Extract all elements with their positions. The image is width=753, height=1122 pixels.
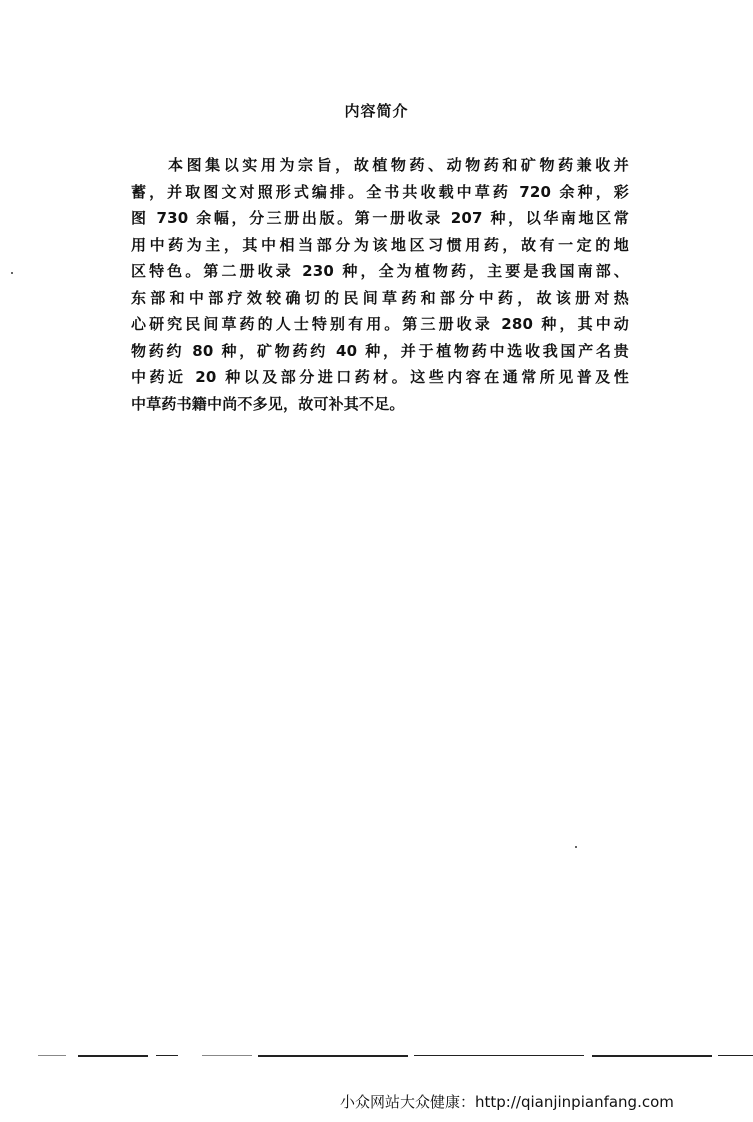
intro-paragraph [131,152,629,417]
bottom-rule-segment [414,1055,584,1056]
intro-line: 中药近 20 种以及部分进口药材。这些内容在通常所见普及性 [131,368,629,386]
intro-line: 中草药书籍中尚不多见，故可补其不足。 [131,394,405,413]
intro-line: 区特色。第二册收录 230 种，全为植物药，主要是我国南部、 [131,262,629,280]
intro-line: 用中药为主，其中相当部分为该地区习惯用药，故有一定的地 [131,235,629,254]
intro-line: 东部和中部疗效较确切的民间草药和部分中药，故该册对热 [131,288,629,307]
intro-line: 心研究民间草药的人士特别有用。第三册收录 280 种，其中动 [131,315,629,333]
intro-line: 本图集以实用为宗旨，故植物药、动物药和矿物药兼收并 [168,156,629,174]
footer-credit: 小众网站大众健康：http://qianjinpianfang.com [340,1093,674,1111]
bottom-rule-segment [202,1055,252,1056]
scan-speck [11,272,13,274]
intro-line: 图 730 余幅，分三册出版。第一册收录 207 种，以华南地区常 [131,209,629,227]
page-title: 内容简介 [344,102,409,120]
bottom-rule-segment [38,1055,66,1056]
bottom-rule-segment [258,1055,408,1057]
scan-speck [575,846,577,848]
intro-line: 物药约 80 种，矿物药约 40 种，并于植物药中选收我国产名贵 [131,341,629,360]
bottom-rule-segment [592,1055,712,1057]
bottom-rule-segment [156,1055,178,1056]
bottom-rule-segment [78,1055,148,1057]
intro-line: 蓄，并取图文对照形式编排。全书共收载中草药 720 余种，彩 [131,182,629,201]
bottom-rule-segment [718,1055,753,1056]
